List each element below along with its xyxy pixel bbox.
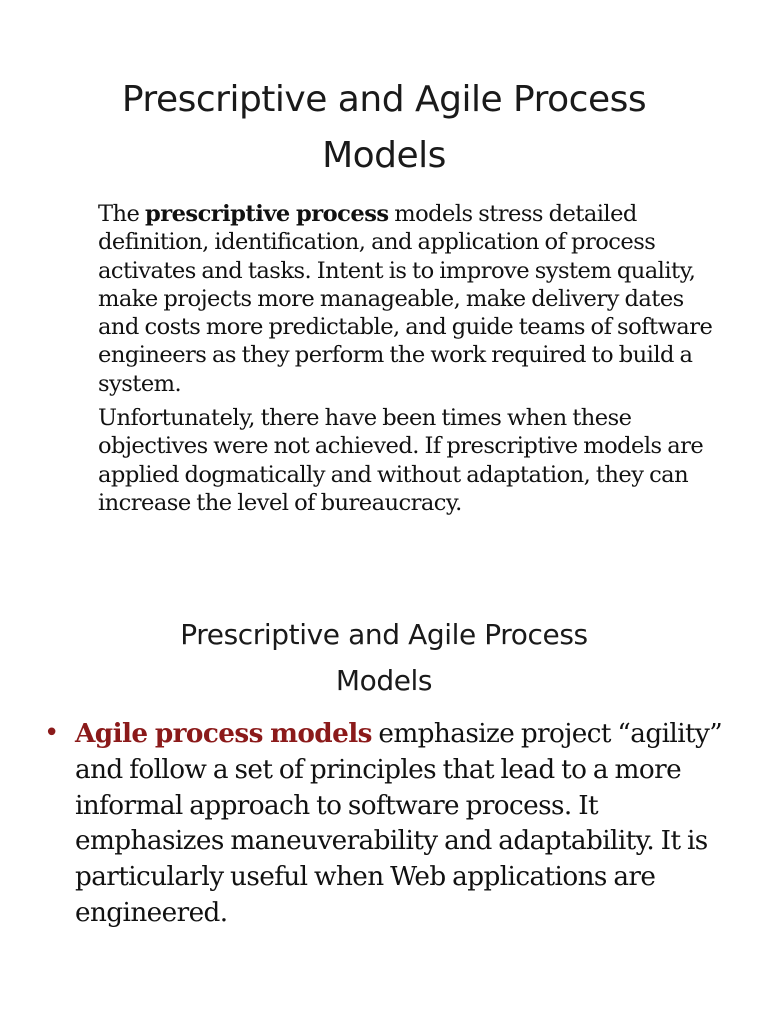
- slide-1-title-line-1: Prescriptive and Agile Process: [121, 79, 647, 120]
- slide-2-title-line-2: Models: [335, 664, 433, 697]
- bullet-icon: •: [44, 718, 59, 748]
- slide-1-body: [98, 200, 718, 523]
- bullet-text: emphasize project “agility” and follow a set of principles that lead to a more informal approach to software process. It emphasizes maneuverability and adaptability. It is particularly useful when Web applications are engineered.: [75, 719, 723, 928]
- agile-process-models-term: Agile process models: [75, 718, 372, 749]
- prescriptive-process-term: prescriptive process: [144, 201, 389, 227]
- slide-2-bullet-list: [44, 716, 744, 932]
- paragraph-1-text: models stress detailed definition, identification, and application of process activates and tasks. Intent is to improve system quality, make projects more manageable, make delivery dates and costs more predictable, and guide teams of software engineers as they perform the work required to build a system.: [98, 201, 713, 397]
- paragraph-1-prefix: The: [98, 201, 145, 227]
- slide-1-title: [60, 72, 708, 184]
- slide-1-paragraph-1: [98, 200, 718, 398]
- slide-2-title: [100, 612, 668, 704]
- slide-1-paragraph-2: Unfortunately, there have been times when these objectives were not achieved. If prescriptive models are applied dogmatically and without adaptation, they can increase the level of bureaucracy.: [98, 405, 704, 516]
- list-item: [44, 716, 744, 932]
- slide-2-title-line-1: Prescriptive and Agile Process: [180, 618, 588, 651]
- slide-1-title-line-2: Models: [322, 135, 446, 176]
